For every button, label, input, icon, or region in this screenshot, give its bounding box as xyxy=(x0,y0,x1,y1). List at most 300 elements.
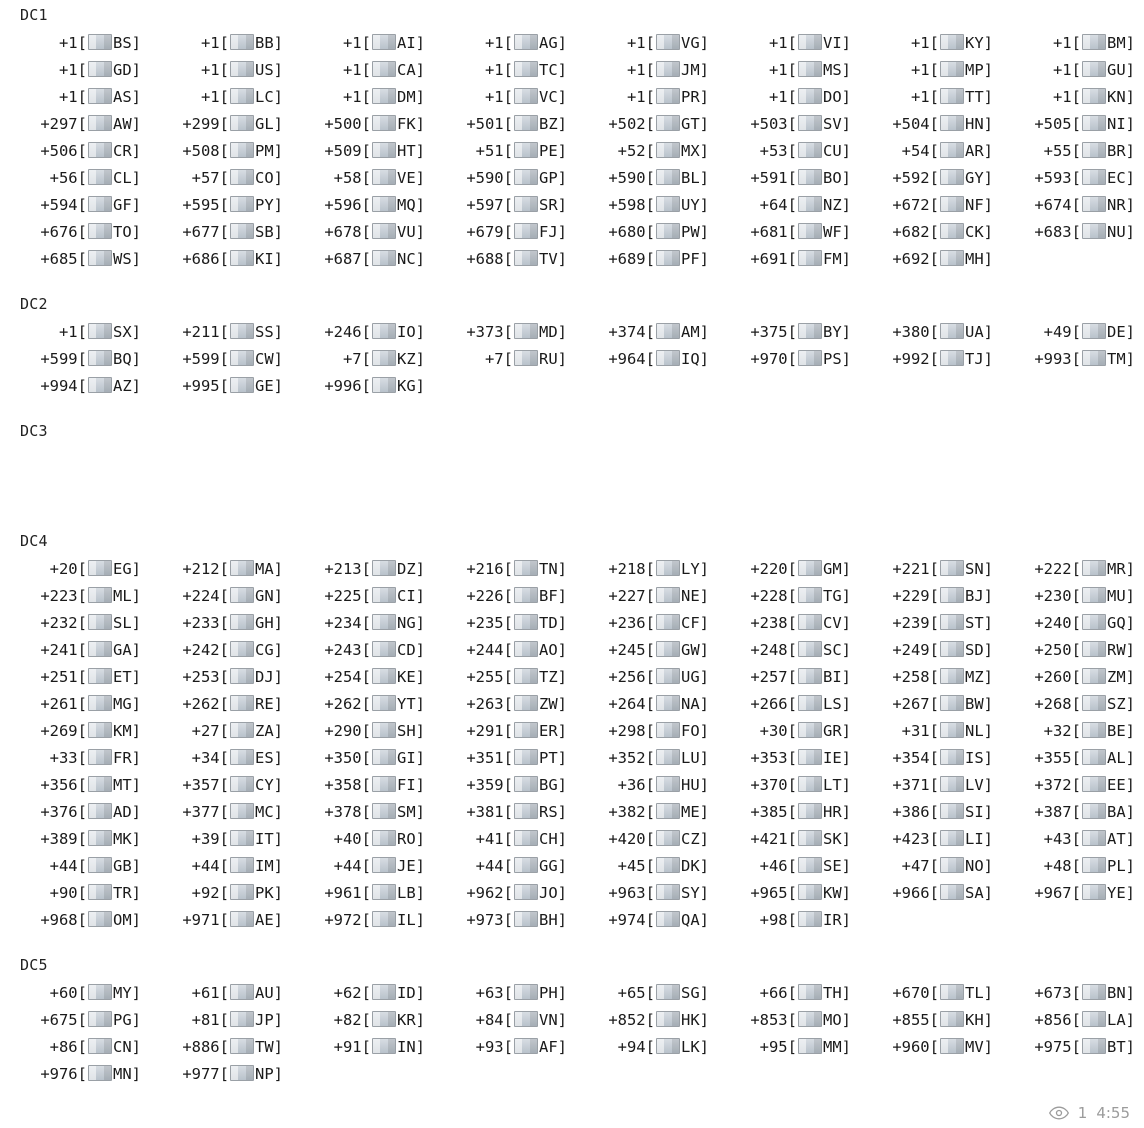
dial-code-item[interactable] xyxy=(8,30,150,57)
dial-code-item[interactable] xyxy=(860,246,1002,273)
dial-code-item[interactable] xyxy=(1002,664,1144,691)
dial-code-item[interactable] xyxy=(8,610,150,637)
bracket-open: [ xyxy=(645,115,655,133)
dial-code-item[interactable] xyxy=(292,192,434,219)
dial-code-item[interactable] xyxy=(718,691,860,718)
flag-icon xyxy=(230,115,254,131)
dial-code-item[interactable] xyxy=(150,373,292,400)
dial-code-item[interactable] xyxy=(150,799,292,826)
dial-code-item[interactable] xyxy=(860,826,1002,853)
dial-code-item[interactable] xyxy=(8,880,150,907)
dial-code-item[interactable] xyxy=(8,772,150,799)
dial-code-item[interactable] xyxy=(292,138,434,165)
dial-code-item[interactable] xyxy=(718,111,860,138)
dial-code-item[interactable] xyxy=(860,165,1002,192)
dial-code-item[interactable] xyxy=(576,30,718,57)
dial-code-item[interactable] xyxy=(1002,84,1144,111)
dial-code-item[interactable] xyxy=(150,165,292,192)
dial-code-item[interactable] xyxy=(1002,138,1144,165)
dial-code-item[interactable] xyxy=(860,1034,1002,1061)
dial-code-item[interactable] xyxy=(576,138,718,165)
dial-code-item[interactable] xyxy=(150,691,292,718)
dial-code-item[interactable] xyxy=(8,1061,150,1088)
dial-code-item[interactable] xyxy=(292,84,434,111)
dial-code: +82 xyxy=(333,1011,362,1029)
dial-code-item[interactable] xyxy=(8,583,150,610)
dial-code-item[interactable] xyxy=(718,637,860,664)
dial-code-item[interactable] xyxy=(150,84,292,111)
dial-code-item[interactable] xyxy=(860,799,1002,826)
dial-code-item[interactable] xyxy=(434,1007,576,1034)
dial-code-item[interactable] xyxy=(860,57,1002,84)
dial-code-item[interactable] xyxy=(150,610,292,637)
country-code: HK xyxy=(680,1011,700,1029)
dial-code-item[interactable] xyxy=(292,319,434,346)
bracket-close: ] xyxy=(841,61,851,79)
dial-code-item[interactable] xyxy=(8,111,150,138)
country-code: GU xyxy=(1106,61,1126,79)
dial-code-item[interactable] xyxy=(434,664,576,691)
dial-code-item[interactable] xyxy=(1002,853,1144,880)
dial-code-item[interactable] xyxy=(718,1034,860,1061)
bracket-open: [ xyxy=(929,115,939,133)
dial-code-item[interactable] xyxy=(150,718,292,745)
dial-code-item[interactable] xyxy=(150,853,292,880)
dial-code-item[interactable] xyxy=(8,373,150,400)
country-code: ME xyxy=(680,803,700,821)
bracket-close: ] xyxy=(415,34,425,52)
dial-code: +593 xyxy=(1034,169,1072,187)
dial-code-item[interactable] xyxy=(292,583,434,610)
dial-code-item[interactable] xyxy=(718,772,860,799)
dial-code-item[interactable] xyxy=(718,980,860,1007)
dial-code-item[interactable] xyxy=(292,219,434,246)
dial-code-item[interactable] xyxy=(150,138,292,165)
dial-code-item[interactable] xyxy=(150,637,292,664)
bracket-close: ] xyxy=(273,61,283,79)
dial-code-item[interactable] xyxy=(1002,637,1144,664)
dial-code-item[interactable] xyxy=(1002,691,1144,718)
dial-code-item[interactable] xyxy=(434,772,576,799)
dial-code-item[interactable] xyxy=(434,111,576,138)
flag-icon xyxy=(88,1065,112,1081)
dial-code-item[interactable] xyxy=(434,610,576,637)
dial-code-item[interactable] xyxy=(718,346,860,373)
dial-code-item[interactable] xyxy=(8,664,150,691)
dial-code-item[interactable] xyxy=(292,1034,434,1061)
dial-code-item[interactable] xyxy=(8,165,150,192)
dial-code-item[interactable] xyxy=(1002,1034,1144,1061)
dial-code-item[interactable] xyxy=(292,691,434,718)
dial-code-item[interactable] xyxy=(718,1007,860,1034)
dial-code-item[interactable] xyxy=(1002,583,1144,610)
dial-code: +500 xyxy=(324,115,362,133)
dial-code-item[interactable] xyxy=(1002,880,1144,907)
dial-code-item[interactable] xyxy=(718,853,860,880)
dial-code-item[interactable] xyxy=(292,853,434,880)
dial-code-item[interactable] xyxy=(1002,826,1144,853)
bracket-open: [ xyxy=(77,115,87,133)
dial-code-item[interactable] xyxy=(8,745,150,772)
dial-code-item[interactable] xyxy=(1002,772,1144,799)
bracket-close: ] xyxy=(699,911,709,929)
dial-code-item[interactable] xyxy=(860,718,1002,745)
dial-code-item[interactable] xyxy=(860,637,1002,664)
flag-icon xyxy=(514,61,538,77)
bracket-close: ] xyxy=(841,641,851,659)
dial-code-item[interactable] xyxy=(718,319,860,346)
dial-code-item[interactable] xyxy=(718,556,860,583)
dial-code: +98 xyxy=(759,911,788,929)
dial-code-item[interactable] xyxy=(576,718,718,745)
dial-code-item[interactable] xyxy=(434,826,576,853)
dial-code-item[interactable] xyxy=(150,664,292,691)
dial-code-item[interactable] xyxy=(292,772,434,799)
dial-code-item[interactable] xyxy=(718,718,860,745)
dial-code-item[interactable] xyxy=(718,799,860,826)
bracket-close: ] xyxy=(415,223,425,241)
dial-code-item[interactable] xyxy=(576,745,718,772)
dial-code-item[interactable] xyxy=(860,192,1002,219)
bracket-open: [ xyxy=(787,722,797,740)
dial-code-item[interactable] xyxy=(434,637,576,664)
dial-code-item[interactable] xyxy=(576,111,718,138)
dial-code: +262 xyxy=(324,695,362,713)
dial-code-item[interactable] xyxy=(8,853,150,880)
country-code: GM xyxy=(822,560,842,578)
bracket-open: [ xyxy=(929,749,939,767)
dial-code-item[interactable] xyxy=(292,610,434,637)
dial-code-item[interactable] xyxy=(576,246,718,273)
dial-code-item[interactable] xyxy=(860,880,1002,907)
dial-code-item[interactable] xyxy=(860,583,1002,610)
dial-code-item[interactable] xyxy=(1002,319,1144,346)
dial-code-item[interactable] xyxy=(576,57,718,84)
country-code: SV xyxy=(822,115,842,133)
dial-code-item[interactable] xyxy=(150,980,292,1007)
dial-code-item[interactable] xyxy=(292,637,434,664)
bracket-close: ] xyxy=(983,803,993,821)
country-code: MX xyxy=(680,142,700,160)
dial-code-item[interactable] xyxy=(576,772,718,799)
dial-code-item[interactable] xyxy=(576,799,718,826)
dial-code-item[interactable] xyxy=(576,192,718,219)
dial-code-item[interactable] xyxy=(150,1034,292,1061)
dial-code-item[interactable] xyxy=(150,826,292,853)
dial-code-item[interactable] xyxy=(434,1034,576,1061)
dial-code-item[interactable] xyxy=(150,745,292,772)
dial-code-item[interactable] xyxy=(434,319,576,346)
country-code: MK xyxy=(112,830,132,848)
dial-code-item[interactable] xyxy=(860,346,1002,373)
dial-code: +269 xyxy=(40,722,78,740)
dial-code-item[interactable] xyxy=(1002,30,1144,57)
dial-code-item[interactable] xyxy=(292,745,434,772)
dial-code-item[interactable] xyxy=(718,219,860,246)
dial-code-item[interactable] xyxy=(1002,219,1144,246)
dial-code-item[interactable] xyxy=(1002,718,1144,745)
dial-code-item[interactable] xyxy=(434,880,576,907)
dial-code-item[interactable] xyxy=(434,192,576,219)
dial-code-item[interactable] xyxy=(434,346,576,373)
dial-code-item[interactable] xyxy=(860,319,1002,346)
dial-code-item[interactable] xyxy=(434,691,576,718)
bracket-open: [ xyxy=(77,88,87,106)
flag-icon xyxy=(1082,587,1106,603)
dial-code-item[interactable] xyxy=(292,556,434,583)
dial-code-item[interactable] xyxy=(434,138,576,165)
dial-code-item[interactable] xyxy=(8,57,150,84)
dial-code-item[interactable] xyxy=(8,84,150,111)
country-code: EG xyxy=(112,560,132,578)
dial-code-item[interactable] xyxy=(860,111,1002,138)
dial-code-item[interactable] xyxy=(292,799,434,826)
dial-code-item[interactable] xyxy=(150,583,292,610)
dial-code-item[interactable] xyxy=(860,853,1002,880)
dial-code-item[interactable] xyxy=(8,637,150,664)
dial-code-item[interactable] xyxy=(576,1007,718,1034)
dial-code-item[interactable] xyxy=(1002,111,1144,138)
flag-icon xyxy=(940,142,964,158)
dial-code-item[interactable] xyxy=(718,30,860,57)
dial-code-item[interactable] xyxy=(718,192,860,219)
dial-code-item[interactable] xyxy=(576,583,718,610)
dial-code-item[interactable] xyxy=(150,57,292,84)
dial-code-item[interactable] xyxy=(434,30,576,57)
dial-code-item[interactable] xyxy=(292,718,434,745)
dial-code: +852 xyxy=(608,1011,646,1029)
dial-code-item[interactable] xyxy=(1002,799,1144,826)
dial-code-item[interactable] xyxy=(718,880,860,907)
country-code: OM xyxy=(112,911,132,929)
dial-code-item[interactable] xyxy=(860,556,1002,583)
dial-code-item[interactable] xyxy=(434,84,576,111)
dial-code-item[interactable] xyxy=(718,664,860,691)
dial-code-item[interactable] xyxy=(576,219,718,246)
dial-code-item[interactable] xyxy=(434,980,576,1007)
dial-code-item[interactable] xyxy=(1002,1007,1144,1034)
dial-code-item[interactable] xyxy=(860,1007,1002,1034)
dial-code-item[interactable] xyxy=(8,346,150,373)
dial-code-item[interactable] xyxy=(576,556,718,583)
dial-code-item[interactable] xyxy=(150,907,292,934)
dial-code-item[interactable] xyxy=(150,772,292,799)
dial-code-item[interactable] xyxy=(150,246,292,273)
dial-code-item[interactable] xyxy=(434,907,576,934)
bracket-close: ] xyxy=(841,142,851,160)
dial-code: +420 xyxy=(608,830,646,848)
dial-code-item[interactable] xyxy=(1002,192,1144,219)
country-code: LT xyxy=(822,776,842,794)
dial-code-item[interactable] xyxy=(8,219,150,246)
dial-code-item[interactable] xyxy=(150,219,292,246)
dial-code-item[interactable] xyxy=(292,30,434,57)
dial-code-item[interactable] xyxy=(150,346,292,373)
dial-code-item[interactable] xyxy=(150,30,292,57)
dial-code-item[interactable] xyxy=(292,907,434,934)
dial-code-item[interactable] xyxy=(1002,610,1144,637)
dial-code-item[interactable] xyxy=(292,980,434,1007)
dial-code-item[interactable] xyxy=(576,880,718,907)
dial-code-item[interactable] xyxy=(150,1007,292,1034)
dial-code-item[interactable] xyxy=(292,880,434,907)
dial-code-item[interactable] xyxy=(576,1034,718,1061)
dial-code-item[interactable] xyxy=(150,1061,292,1088)
dial-code: +234 xyxy=(324,614,362,632)
dial-code-item[interactable] xyxy=(434,853,576,880)
dial-code-item[interactable] xyxy=(718,826,860,853)
dial-code-item[interactable] xyxy=(1002,346,1144,373)
dial-code-item[interactable] xyxy=(292,57,434,84)
country-code: CV xyxy=(822,614,842,632)
country-code: SR xyxy=(538,196,558,214)
dial-code-item[interactable] xyxy=(434,799,576,826)
bracket-close: ] xyxy=(557,776,567,794)
dial-code-item[interactable] xyxy=(860,138,1002,165)
dial-code-item[interactable] xyxy=(860,745,1002,772)
dial-code-item[interactable] xyxy=(292,165,434,192)
dial-code-item[interactable] xyxy=(1002,556,1144,583)
dial-code-item[interactable] xyxy=(576,826,718,853)
dial-code-item[interactable] xyxy=(292,373,434,400)
dial-code: +248 xyxy=(750,641,788,659)
dial-code-item[interactable] xyxy=(1002,980,1144,1007)
bracket-close: ] xyxy=(841,1038,851,1056)
dial-code-item[interactable] xyxy=(576,346,718,373)
dial-code-item[interactable] xyxy=(576,853,718,880)
dial-code-item[interactable] xyxy=(8,246,150,273)
dial-code-item[interactable] xyxy=(150,880,292,907)
flag-icon xyxy=(514,196,538,212)
dial-code-item[interactable] xyxy=(718,165,860,192)
bracket-close: ] xyxy=(557,196,567,214)
dial-code-item[interactable] xyxy=(8,980,150,1007)
dial-code-item[interactable] xyxy=(860,610,1002,637)
country-code: AR xyxy=(964,142,984,160)
bracket-close: ] xyxy=(699,749,709,767)
dial-code-item[interactable] xyxy=(860,219,1002,246)
dial-code-item[interactable] xyxy=(8,138,150,165)
bracket-open: [ xyxy=(77,911,87,929)
bracket-open: [ xyxy=(787,641,797,659)
bracket-open: [ xyxy=(77,1065,87,1083)
dial-code-item[interactable] xyxy=(8,192,150,219)
dial-code-item[interactable] xyxy=(860,980,1002,1007)
dial-code-item[interactable] xyxy=(434,556,576,583)
dial-code-item[interactable] xyxy=(860,664,1002,691)
dial-code-item[interactable] xyxy=(150,111,292,138)
dial-code-item[interactable] xyxy=(576,319,718,346)
country-code: MQ xyxy=(396,196,416,214)
dial-code-item[interactable] xyxy=(718,907,860,934)
dial-code-item[interactable] xyxy=(8,556,150,583)
dial-code-item[interactable] xyxy=(1002,745,1144,772)
dial-code: +244 xyxy=(466,641,504,659)
dial-code-item[interactable] xyxy=(1002,165,1144,192)
dial-code: +61 xyxy=(191,984,220,1002)
dial-code-item[interactable] xyxy=(292,246,434,273)
dial-code-item[interactable] xyxy=(576,165,718,192)
dial-code-item[interactable] xyxy=(434,583,576,610)
dial-code-item[interactable] xyxy=(8,826,150,853)
dial-code-item[interactable] xyxy=(150,556,292,583)
bracket-open: [ xyxy=(219,803,229,821)
dial-code-item[interactable] xyxy=(1002,57,1144,84)
dial-code-item[interactable] xyxy=(576,664,718,691)
dial-code-item[interactable] xyxy=(434,57,576,84)
dial-code-item[interactable] xyxy=(292,664,434,691)
flag-icon xyxy=(230,587,254,603)
flag-icon xyxy=(1082,884,1106,900)
dial-code-item[interactable] xyxy=(576,84,718,111)
dial-code: +1 xyxy=(910,88,930,106)
dial-code-item[interactable] xyxy=(8,799,150,826)
dial-code-item[interactable] xyxy=(576,980,718,1007)
dial-code-item[interactable] xyxy=(718,610,860,637)
country-code: PE xyxy=(538,142,558,160)
dial-code-item[interactable] xyxy=(434,246,576,273)
dial-code-item[interactable] xyxy=(292,1007,434,1034)
bracket-open: [ xyxy=(645,857,655,875)
dial-code-item[interactable] xyxy=(576,691,718,718)
dial-code: +1 xyxy=(58,34,78,52)
dial-code-item[interactable] xyxy=(576,610,718,637)
dial-code-item[interactable] xyxy=(434,745,576,772)
dial-code-item[interactable] xyxy=(576,637,718,664)
dial-code-item[interactable] xyxy=(860,84,1002,111)
bracket-close: ] xyxy=(841,115,851,133)
bracket-open: [ xyxy=(503,803,513,821)
dial-code-item[interactable] xyxy=(434,219,576,246)
dial-code-item[interactable] xyxy=(718,84,860,111)
dial-code-item[interactable] xyxy=(150,192,292,219)
dial-code-item[interactable] xyxy=(718,57,860,84)
flag-icon xyxy=(798,614,822,630)
dial-code-item[interactable] xyxy=(434,165,576,192)
dial-code-item[interactable] xyxy=(292,346,434,373)
bracket-close: ] xyxy=(1125,88,1135,106)
dial-code-item[interactable] xyxy=(434,718,576,745)
flag-icon xyxy=(656,560,680,576)
dial-code-item[interactable] xyxy=(8,907,150,934)
bracket-close: ] xyxy=(1125,722,1135,740)
dial-code: +591 xyxy=(750,169,788,187)
dial-code-item[interactable] xyxy=(860,30,1002,57)
bracket-open: [ xyxy=(77,34,87,52)
flag-icon xyxy=(1082,776,1106,792)
dial-code-item[interactable] xyxy=(860,691,1002,718)
dial-code-item[interactable] xyxy=(8,691,150,718)
country-code: VE xyxy=(396,169,416,187)
dial-code-item[interactable] xyxy=(8,1007,150,1034)
bracket-close: ] xyxy=(699,142,709,160)
country-code: CL xyxy=(112,169,132,187)
dial-code-item[interactable] xyxy=(576,907,718,934)
dial-code-item[interactable] xyxy=(8,1034,150,1061)
dial-code-item[interactable] xyxy=(292,826,434,853)
dial-code-item[interactable] xyxy=(150,319,292,346)
dial-code-item[interactable] xyxy=(718,138,860,165)
dial-code-item[interactable] xyxy=(718,745,860,772)
dial-code-item[interactable] xyxy=(8,718,150,745)
dial-code-item[interactable] xyxy=(860,772,1002,799)
bracket-open: [ xyxy=(77,169,87,187)
dial-code-item[interactable] xyxy=(718,246,860,273)
bracket-open: [ xyxy=(503,857,513,875)
dial-code-item[interactable] xyxy=(718,583,860,610)
dial-code-item[interactable] xyxy=(292,111,434,138)
dial-code-item[interactable] xyxy=(8,319,150,346)
